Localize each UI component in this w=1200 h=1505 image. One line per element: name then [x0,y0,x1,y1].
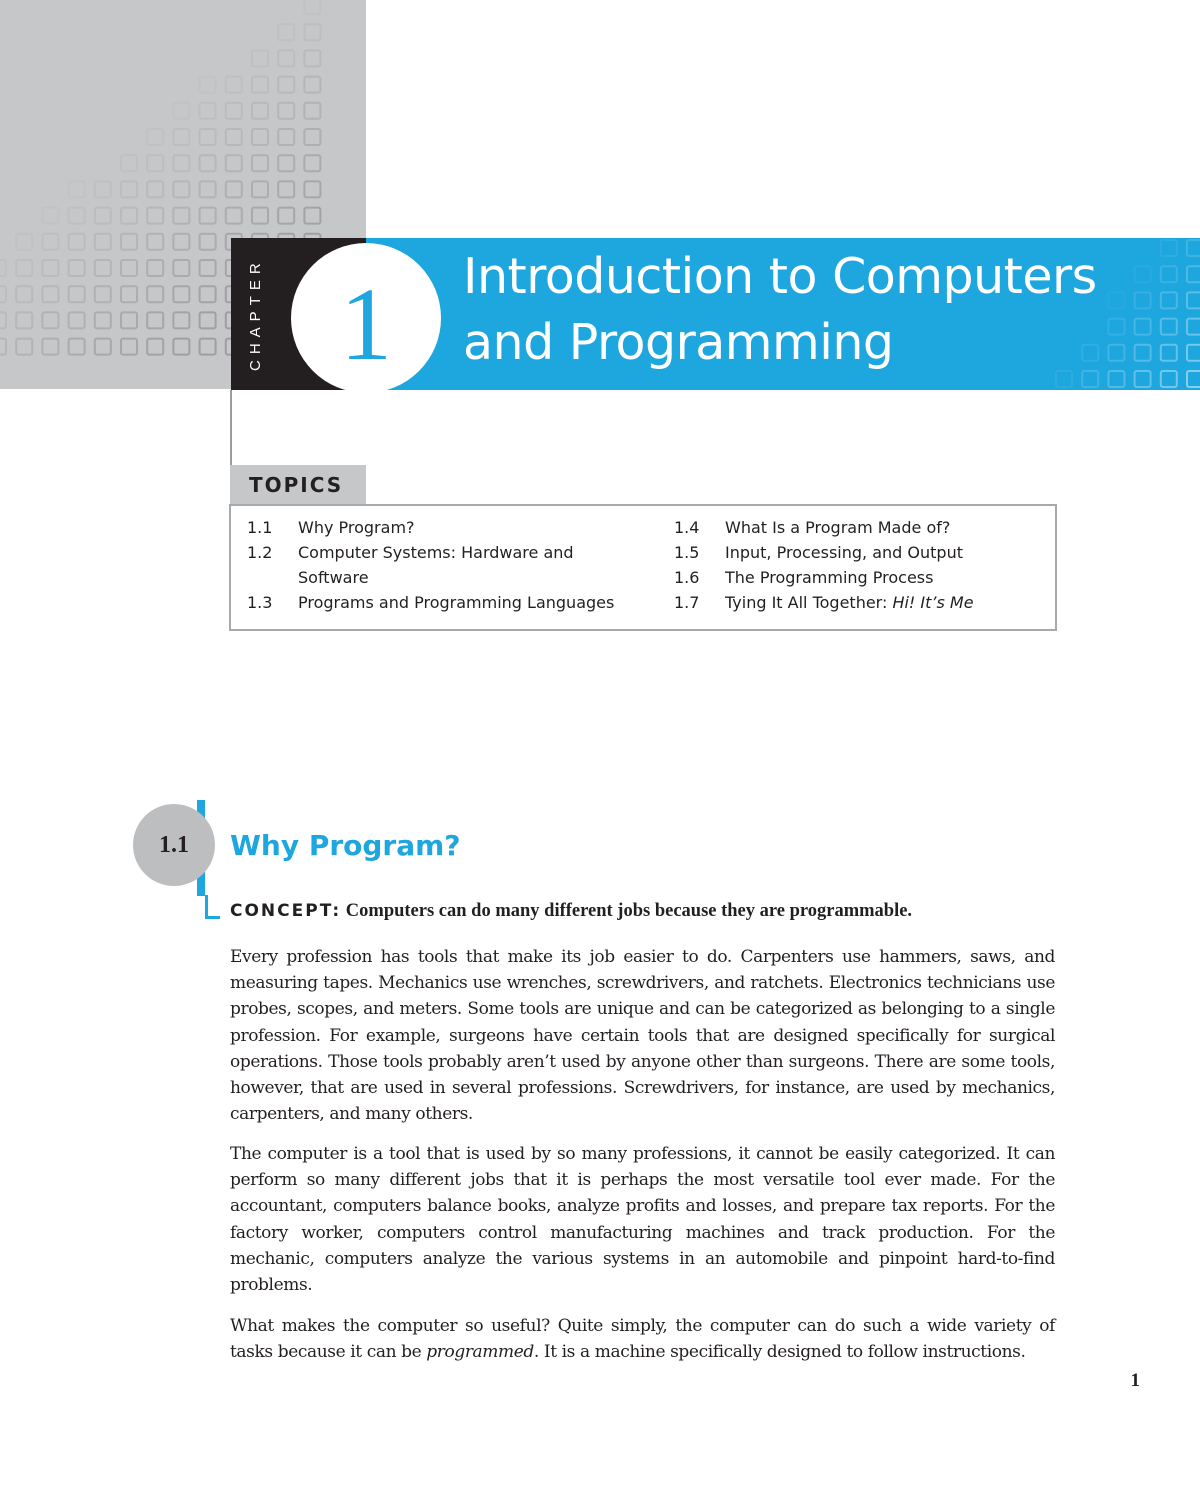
grid-square [304,77,320,93]
grid-square [121,260,137,276]
grid-square [278,24,294,40]
grid-square [95,234,111,250]
topic-item[interactable] [674,540,1054,565]
grid-square [147,208,163,224]
topics-box [229,504,1057,631]
grid-square [95,312,111,328]
grid-square [252,77,268,93]
topic-text-italic: Hi! It’s Me [892,593,974,612]
grid-square [278,181,294,197]
grid-square [252,50,268,66]
vertical-rule [230,390,232,476]
grid-square [200,234,216,250]
section-number-badge: 1.1 [133,804,215,886]
grid-square [173,286,189,302]
grid-square [226,129,242,145]
grid-square [173,181,189,197]
grid-square [252,129,268,145]
grid-square [69,339,85,355]
topic-number: 1.7 [674,593,700,612]
grid-square [173,312,189,328]
body-paragraph-3-start: What makes the computer so useful? Quite simply, the computer can do such a wide variety of tasks because it can be [230,1316,1055,1363]
grid-square [69,181,85,197]
chapter-number: 1 [340,267,392,382]
grid-square [226,208,242,224]
topic-text: Computer Systems: Hardware and Software [298,543,574,587]
grid-square [173,339,189,355]
topic-text-regular: Tying It All Together: [725,593,893,612]
topic-text: The Programming Process [725,568,934,587]
grid-square [121,181,137,197]
grid-square [95,181,111,197]
grid-square [252,103,268,119]
body-paragraph-3 [230,1313,1055,1365]
grid-square [42,339,58,355]
grid-square [226,181,242,197]
grid-square [173,260,189,276]
section-accent-foot [205,916,220,919]
grid-square [226,155,242,171]
topic-item[interactable] [247,515,657,540]
grid-square [278,50,294,66]
topic-text: Why Program? [298,518,415,537]
topic-item[interactable] [674,590,1054,615]
grid-square [95,339,111,355]
grid-square [147,339,163,355]
grid-square [95,286,111,302]
topics-right-column [674,515,1054,615]
grid-square [121,286,137,302]
grid-square [69,260,85,276]
grid-square [69,286,85,302]
grid-square [16,234,32,250]
concept-text: Computers can do many different jobs because they are programmable. [345,901,913,921]
grid-square [278,129,294,145]
chapter-title-line2: and Programming [463,314,894,371]
grid-square [252,155,268,171]
grid-square [173,103,189,119]
grid-square [16,260,32,276]
body-paragraph-1: Every profession has tools that make its job easier to do. Carpenters use hammers, saws, and measuring tapes. Mechanics use wrenches, screwdrivers, and ratchets. Electronics technicians use probes, scopes, and meters. Some tools are unique and can be categorized as belonging to a single profession. For example, surgeons have certain tools that are designed specifically for surgical operations. Those tools probably aren’t used by anyone other than surgeons. There are some tools, however, that are used in several professions. Screwdrivers, for instance, are used by mechanics, carpenters, and many others. [230,947,1055,1125]
topic-text: Programs and Programming Languages [298,593,615,612]
topics-left-column [247,515,657,615]
grid-square [200,286,216,302]
section-title: Why Program? [230,829,461,862]
grid-square [95,260,111,276]
grid-square [200,77,216,93]
grid-square [0,260,6,276]
topic-item[interactable] [674,515,1054,540]
grid-square [121,339,137,355]
grid-square [278,77,294,93]
grid-square [173,208,189,224]
grid-square [95,208,111,224]
grid-square [226,77,242,93]
grid-square [304,0,320,14]
topic-item[interactable] [674,565,1054,590]
grid-square [16,312,32,328]
concept-label: CONCEPT: [230,901,342,921]
grid-square [16,286,32,302]
grid-square [304,181,320,197]
chapter-title-line1: Introduction to Computers [463,248,1097,305]
grid-square [69,208,85,224]
concept-statement [230,896,1060,926]
grid-square [147,234,163,250]
topic-number: 1.5 [674,543,700,562]
grid-square [0,286,6,302]
grid-square [226,103,242,119]
grid-square [200,155,216,171]
chapter-title [463,244,1193,376]
grid-square [173,155,189,171]
grid-square [252,181,268,197]
topic-item[interactable] [247,590,657,615]
grid-square [200,181,216,197]
grid-square [147,155,163,171]
body-paragraph-3-end: . It is a machine specifically designed to follow instructions. [533,1342,1026,1363]
grid-square [42,286,58,302]
grid-square [121,234,137,250]
grid-square [200,312,216,328]
grid-square [304,208,320,224]
grid-square [200,129,216,145]
grid-square [304,155,320,171]
grid-square [200,208,216,224]
page-number: 1 [1130,1370,1140,1391]
grid-square [252,208,268,224]
grid-square [69,312,85,328]
body-paragraph-2: The computer is a tool that is used by so many professions, it cannot be easily categorized. It can perform so many different jobs that it is perhaps the most versatile tool ever made. For the accountant, computers balance books, analyze profits and losses, and prepare tax reports. For the factory worker, computers control manufacturing machines and track production. For the mechanic, computers analyze the various systems in an automobile and pinpoint hard-to-find problems. [230,1144,1055,1296]
topic-number: 1.3 [247,593,273,612]
grid-square [147,286,163,302]
grid-square [147,260,163,276]
grid-square [304,103,320,119]
grid-square [200,103,216,119]
grid-square [121,155,137,171]
topic-text: Input, Processing, and Output [725,543,963,562]
grid-square [173,129,189,145]
grid-square [42,208,58,224]
topic-text: What Is a Program Made of? [725,518,951,537]
topic-number: 1.1 [247,518,273,537]
grid-square [278,155,294,171]
grid-square [42,234,58,250]
grid-square [304,24,320,40]
chapter-label: CHAPTER [247,257,264,371]
topics-heading: TOPICS [230,465,366,505]
grid-square [200,339,216,355]
topic-number: 1.6 [674,568,700,587]
grid-square [0,339,6,355]
grid-square [16,339,32,355]
grid-square [173,234,189,250]
grid-square [42,260,58,276]
grid-square [0,312,6,328]
grid-square [200,260,216,276]
grid-square [147,181,163,197]
topic-number: 1.2 [247,543,273,562]
topic-text [725,590,1054,615]
grid-square [147,129,163,145]
grid-square [304,129,320,145]
topic-item[interactable] [247,540,657,590]
grid-square [69,234,85,250]
topic-number: 1.4 [674,518,700,537]
body-paragraph-3-emphasis: programmed [426,1342,534,1363]
grid-square [121,208,137,224]
grid-square [121,312,137,328]
grid-square [278,103,294,119]
grid-square [278,208,294,224]
grid-square [304,50,320,66]
grid-square [42,312,58,328]
grid-square [147,312,163,328]
